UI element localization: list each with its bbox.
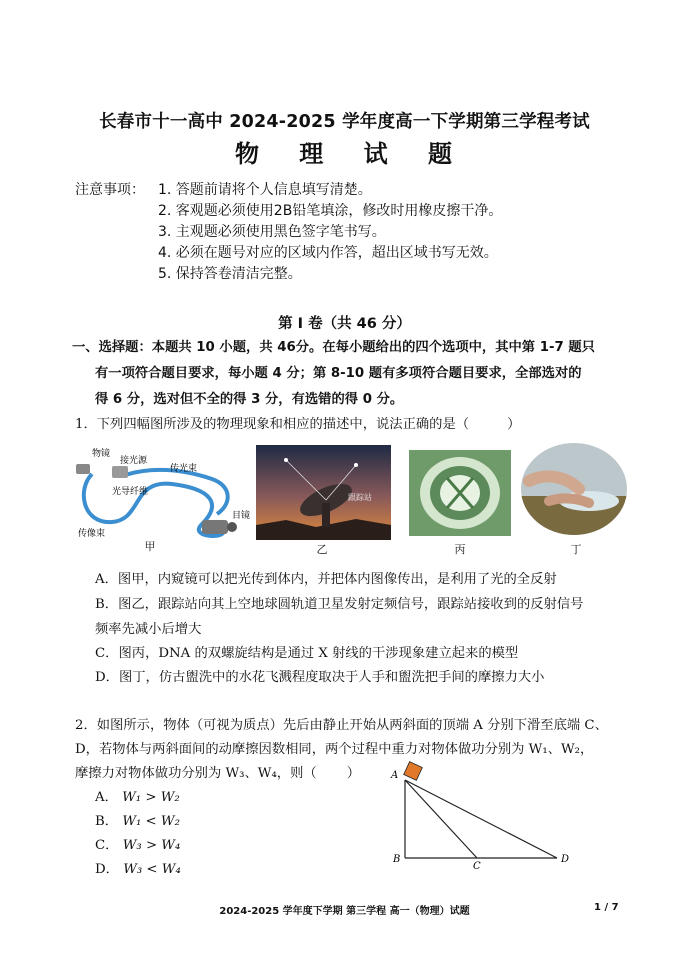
point-b: B bbox=[393, 854, 401, 865]
block-object bbox=[404, 762, 423, 781]
q2-stem-line3-text: 摩擦力对物体做功分别为 W₃、W₄，则（ bbox=[75, 766, 317, 781]
notice-item: 4. 必须在题号对应的区域内作答，超出区域书写无效。 bbox=[158, 245, 498, 261]
q2-stem-line2: D，若物体与两斜面间的动摩擦因数相同，两个过程中重力对物体做功分别为 W₁、W₂， bbox=[75, 742, 594, 757]
option-letter: B． bbox=[95, 814, 119, 829]
q1-stem bbox=[75, 413, 520, 437]
option-expr: W₃ < W₄ bbox=[123, 862, 181, 877]
caption-bing: 丙 bbox=[454, 543, 466, 556]
label-light-source: 接光源 bbox=[120, 456, 148, 466]
subject-title: 物 理 试 题 bbox=[234, 140, 455, 168]
eyepiece-lens bbox=[227, 522, 237, 532]
caption-ding: 丁 bbox=[570, 543, 582, 556]
satellite-icon bbox=[354, 463, 358, 467]
exam-title: 长春市十一高中 2024-2025 学年度高一下学期第三学程考试 bbox=[99, 112, 590, 132]
part1-line: 得 6 分，选对但不全的得 3 分，有选错的得 0 分。 bbox=[95, 392, 404, 407]
q2-option-c bbox=[95, 834, 180, 858]
incline-ac bbox=[405, 780, 477, 858]
notice-item: 2. 客观题必须使用2B铅笔填涂，修改时用橡皮擦干净。 bbox=[158, 203, 503, 219]
label-eyepiece: 目镜 bbox=[232, 511, 251, 521]
section-title: 第 Ⅰ 卷（共 46 分） bbox=[278, 316, 411, 332]
label-image-beam: 传像束 bbox=[78, 529, 106, 539]
q1-option-b: B．图乙，跟踪站向其上空地球圆轨道卫星发射定频信号，跟踪站接收到的反射信号 bbox=[95, 597, 584, 612]
notice-item: 3. 主观题必须使用黑色签字笔书写。 bbox=[158, 224, 386, 240]
notice-item: 1. 答题前请将个人信息填写清楚。 bbox=[158, 182, 372, 198]
radar-stand bbox=[322, 503, 330, 527]
hand-right bbox=[549, 498, 589, 503]
notice-item: 5. 保持答卷清洁完整。 bbox=[158, 266, 302, 282]
label-objective: 物镜 bbox=[92, 449, 111, 459]
figure-xray-diffraction bbox=[409, 450, 511, 536]
point-c: C bbox=[473, 861, 481, 872]
q2-stem-line1: 2．如图所示，物体（可视为质点）先后由静止开始从两斜面的顶端 A 分别下滑至底端 C、 bbox=[75, 718, 608, 733]
q1-option-a: A．图甲，内窥镜可以把光传到体内，并把体内图像传出，是利用了光的全反射 bbox=[95, 572, 557, 587]
caption-jia: 甲 bbox=[144, 540, 156, 553]
q2-stem-line3 bbox=[75, 762, 360, 786]
option-letter: A． bbox=[95, 790, 118, 805]
page-number: 1 / 7 bbox=[594, 902, 619, 913]
light-source-connector bbox=[112, 466, 128, 478]
objective-lens bbox=[76, 464, 90, 474]
part1-line: 有一项符合题目要求，每小题 4 分；第 8-10 题有多项符合题目要求，全部选对的 bbox=[95, 366, 582, 381]
footer-center: 2024-2025 学年度下学期 第三学程 高一（物理）试题 bbox=[219, 906, 470, 917]
q1-stem-end: ） bbox=[507, 417, 521, 432]
option-letter: C． bbox=[95, 838, 119, 853]
option-letter: D． bbox=[95, 862, 119, 877]
option-expr: W₁ > W₂ bbox=[122, 790, 180, 805]
q2-option-b bbox=[95, 810, 180, 834]
q2-option-a bbox=[95, 786, 180, 810]
point-a: A bbox=[391, 770, 399, 781]
label-fiber: 光导纤维 bbox=[112, 487, 149, 497]
part1-line: 一、选择题：本题共 10 小题，共 46分。在每小题给出的四个选项中，其中第 1-7 题只 bbox=[72, 340, 595, 355]
notice-label: 注意事项： bbox=[75, 182, 145, 198]
point-d: D bbox=[561, 854, 570, 865]
incline-ad bbox=[405, 780, 557, 858]
figure-incline bbox=[385, 758, 585, 872]
figure-tracking-station bbox=[256, 445, 391, 540]
q2-stem-line3-end: ） bbox=[346, 766, 360, 781]
eyepiece-body bbox=[202, 520, 228, 534]
label-light-beam: 传光束 bbox=[170, 464, 198, 474]
label-station: 跟踪站 bbox=[348, 493, 372, 502]
figure-endoscope bbox=[72, 444, 251, 550]
figure-basin bbox=[519, 441, 629, 537]
notice-list bbox=[158, 180, 502, 285]
satellite-icon bbox=[284, 458, 288, 462]
q2-option-d bbox=[95, 858, 181, 882]
option-expr: W₃ > W₄ bbox=[122, 838, 181, 853]
caption-yi: 乙 bbox=[316, 543, 328, 556]
q1-option-c: C．图丙，DNA 的双螺旋结构是通过 X 射线的干涉现象建立起来的模型 bbox=[95, 646, 519, 661]
option-expr: W₁ < W₂ bbox=[122, 814, 180, 829]
q1-option-d: D．图丁，仿古盥洗中的水花飞溅程度取决于人手和盥洗把手间的摩擦力大小 bbox=[95, 670, 545, 685]
q1-stem-text: 1．下列四幅图所涉及的物理现象和相应的描述中，说法正确的是（ bbox=[75, 417, 470, 432]
q1-option-b-cont: 频率先减小后增大 bbox=[95, 622, 202, 637]
